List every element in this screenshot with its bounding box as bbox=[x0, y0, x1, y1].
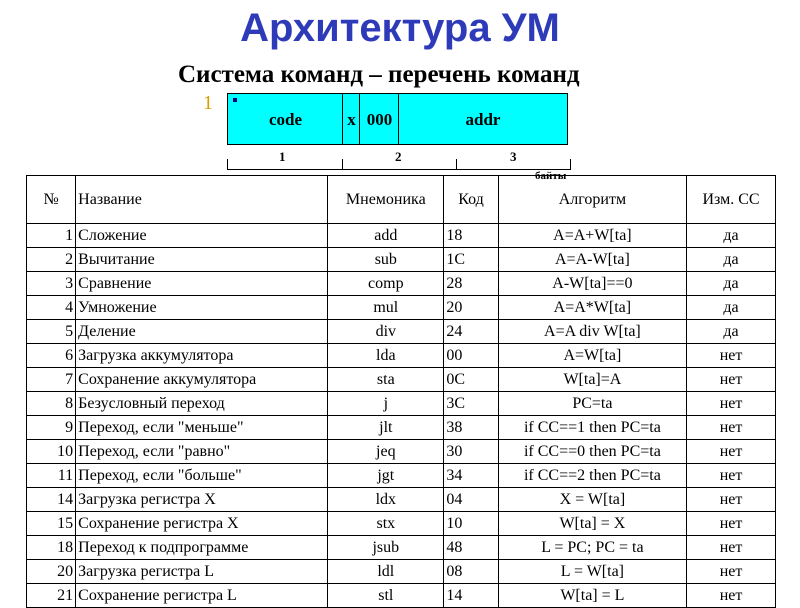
row-code: 34 bbox=[444, 464, 498, 488]
byte-number-1: 1 bbox=[279, 149, 286, 164]
row-num: 9 bbox=[27, 416, 76, 440]
row-algorithm: A=A*W[ta] bbox=[498, 296, 686, 320]
table-row bbox=[27, 512, 776, 536]
row-code: 04 bbox=[444, 488, 498, 512]
table-row bbox=[27, 272, 776, 296]
row-num: 5 bbox=[27, 320, 76, 344]
row-cc: да bbox=[687, 224, 776, 248]
row-algorithm: L = PC; PC = ta bbox=[498, 536, 686, 560]
row-num: 11 bbox=[27, 464, 76, 488]
row-code: 18 bbox=[444, 224, 498, 248]
byte-tick bbox=[570, 159, 571, 169]
byte-tick bbox=[227, 159, 228, 169]
table-header-row bbox=[27, 176, 776, 224]
row-mnemonic: j bbox=[328, 392, 444, 416]
table-row bbox=[27, 344, 776, 368]
row-code: 00 bbox=[444, 344, 498, 368]
row-num: 3 bbox=[27, 272, 76, 296]
row-code: 24 bbox=[444, 320, 498, 344]
row-mnemonic: ldl bbox=[328, 560, 444, 584]
slide-number: 1 bbox=[203, 92, 213, 114]
row-cc: нет bbox=[687, 368, 776, 392]
row-algorithm: if CC==0 then PC=ta bbox=[498, 440, 686, 464]
row-name: Умножение bbox=[76, 296, 328, 320]
row-code: 28 bbox=[444, 272, 498, 296]
row-num: 20 bbox=[27, 560, 76, 584]
table-row bbox=[27, 560, 776, 584]
row-cc: нет bbox=[687, 584, 776, 608]
row-cc: нет bbox=[687, 416, 776, 440]
table-row bbox=[27, 368, 776, 392]
row-name: Вычитание bbox=[76, 248, 328, 272]
page-subtitle: Система команд – перечень команд bbox=[178, 61, 580, 88]
row-code: 14 bbox=[444, 584, 498, 608]
row-algorithm: A=A div W[ta] bbox=[498, 320, 686, 344]
row-name: Переход, если "меньше" bbox=[76, 416, 328, 440]
row-mnemonic: sta bbox=[328, 368, 444, 392]
header-mnemonic: Мнемоника bbox=[328, 176, 444, 224]
row-name: Переход к подпрограмме bbox=[76, 536, 328, 560]
row-num: 1 bbox=[27, 224, 76, 248]
row-mnemonic: lda bbox=[328, 344, 444, 368]
table-row bbox=[27, 320, 776, 344]
table-row bbox=[27, 488, 776, 512]
row-cc: да bbox=[687, 248, 776, 272]
row-num: 8 bbox=[27, 392, 76, 416]
row-algorithm: PC=ta bbox=[498, 392, 686, 416]
table-row bbox=[27, 296, 776, 320]
row-mnemonic: add bbox=[328, 224, 444, 248]
row-mnemonic: stl bbox=[328, 584, 444, 608]
byte-tick bbox=[456, 159, 457, 169]
row-cc: нет bbox=[687, 512, 776, 536]
row-algorithm: A=A+W[ta] bbox=[498, 224, 686, 248]
row-num: 4 bbox=[27, 296, 76, 320]
format-x-field: x bbox=[347, 110, 356, 129]
byte-number-2: 2 bbox=[395, 149, 402, 164]
bytes-label: байты bbox=[535, 170, 567, 182]
row-code: 20 bbox=[444, 296, 498, 320]
table-row bbox=[27, 392, 776, 416]
instruction-format-box bbox=[227, 93, 568, 145]
header-cc: Изм. СС bbox=[687, 176, 776, 224]
row-mnemonic: div bbox=[328, 320, 444, 344]
table-row bbox=[27, 536, 776, 560]
row-cc: нет bbox=[687, 536, 776, 560]
row-name: Переход, если "больше" bbox=[76, 464, 328, 488]
byte-baseline bbox=[227, 169, 571, 170]
row-name: Загрузка аккумулятора bbox=[76, 344, 328, 368]
row-name: Сравнение bbox=[76, 272, 328, 296]
byte-tick bbox=[342, 159, 343, 169]
table-row bbox=[27, 248, 776, 272]
row-num: 14 bbox=[27, 488, 76, 512]
row-num: 10 bbox=[27, 440, 76, 464]
format-addr-field: addr bbox=[465, 110, 501, 129]
page-title: Архитектура УМ bbox=[240, 6, 560, 50]
row-name: Загрузка регистра L bbox=[76, 560, 328, 584]
row-cc: нет bbox=[687, 344, 776, 368]
table-row bbox=[27, 584, 776, 608]
row-cc: нет bbox=[687, 488, 776, 512]
row-code: 38 bbox=[444, 416, 498, 440]
row-algorithm: A=A-W[ta] bbox=[498, 248, 686, 272]
table-row bbox=[27, 224, 776, 248]
row-num: 18 bbox=[27, 536, 76, 560]
row-num: 21 bbox=[27, 584, 76, 608]
header-name: Название bbox=[76, 176, 328, 224]
row-code: 3C bbox=[444, 392, 498, 416]
header-num: № bbox=[27, 176, 76, 224]
format-zeros-field: 000 bbox=[366, 110, 393, 129]
table-row bbox=[27, 464, 776, 488]
row-algorithm: W[ta] = L bbox=[498, 584, 686, 608]
commands-table bbox=[26, 175, 776, 608]
row-cc: нет bbox=[687, 392, 776, 416]
row-algorithm: W[ta] = X bbox=[498, 512, 686, 536]
row-num: 2 bbox=[27, 248, 76, 272]
row-name: Сохранение регистра L bbox=[76, 584, 328, 608]
row-mnemonic: sub bbox=[328, 248, 444, 272]
row-code: 0C bbox=[444, 368, 498, 392]
table-row bbox=[27, 440, 776, 464]
header-code: Код bbox=[444, 176, 498, 224]
row-code: 30 bbox=[444, 440, 498, 464]
format-code-field: code bbox=[268, 110, 303, 129]
row-num: 6 bbox=[27, 344, 76, 368]
row-algorithm: W[ta]=A bbox=[498, 368, 686, 392]
row-algorithm: X = W[ta] bbox=[498, 488, 686, 512]
row-algorithm: A=W[ta] bbox=[498, 344, 686, 368]
row-algorithm: L = W[ta] bbox=[498, 560, 686, 584]
row-mnemonic: jsub bbox=[328, 536, 444, 560]
header-algorithm: Алгоритм bbox=[498, 176, 686, 224]
row-algorithm: if CC==1 then PC=ta bbox=[498, 416, 686, 440]
row-name: Сложение bbox=[76, 224, 328, 248]
row-code: 48 bbox=[444, 536, 498, 560]
row-cc: нет bbox=[687, 440, 776, 464]
row-cc: нет bbox=[687, 464, 776, 488]
row-code: 10 bbox=[444, 512, 498, 536]
row-algorithm: A-W[ta]==0 bbox=[498, 272, 686, 296]
row-name: Безусловный переход bbox=[76, 392, 328, 416]
row-cc: да bbox=[687, 296, 776, 320]
row-num: 15 bbox=[27, 512, 76, 536]
row-cc: нет bbox=[687, 560, 776, 584]
row-name: Загрузка регистра X bbox=[76, 488, 328, 512]
row-mnemonic: stx bbox=[328, 512, 444, 536]
row-name: Деление bbox=[76, 320, 328, 344]
row-mnemonic: jgt bbox=[328, 464, 444, 488]
row-code: 08 bbox=[444, 560, 498, 584]
row-name: Переход, если "равно" bbox=[76, 440, 328, 464]
row-name: Сохранение аккумулятора bbox=[76, 368, 328, 392]
row-name: Сохранение регистра X bbox=[76, 512, 328, 536]
row-cc: да bbox=[687, 320, 776, 344]
row-mnemonic: jlt bbox=[328, 416, 444, 440]
row-mnemonic: ldx bbox=[328, 488, 444, 512]
row-code: 1C bbox=[444, 248, 498, 272]
row-mnemonic: comp bbox=[328, 272, 444, 296]
row-num: 7 bbox=[27, 368, 76, 392]
row-mnemonic: jeq bbox=[328, 440, 444, 464]
row-cc: да bbox=[687, 272, 776, 296]
table-row bbox=[27, 416, 776, 440]
row-algorithm: if CC==2 then PC=ta bbox=[498, 464, 686, 488]
byte-number-3: 3 bbox=[510, 149, 517, 164]
row-mnemonic: mul bbox=[328, 296, 444, 320]
